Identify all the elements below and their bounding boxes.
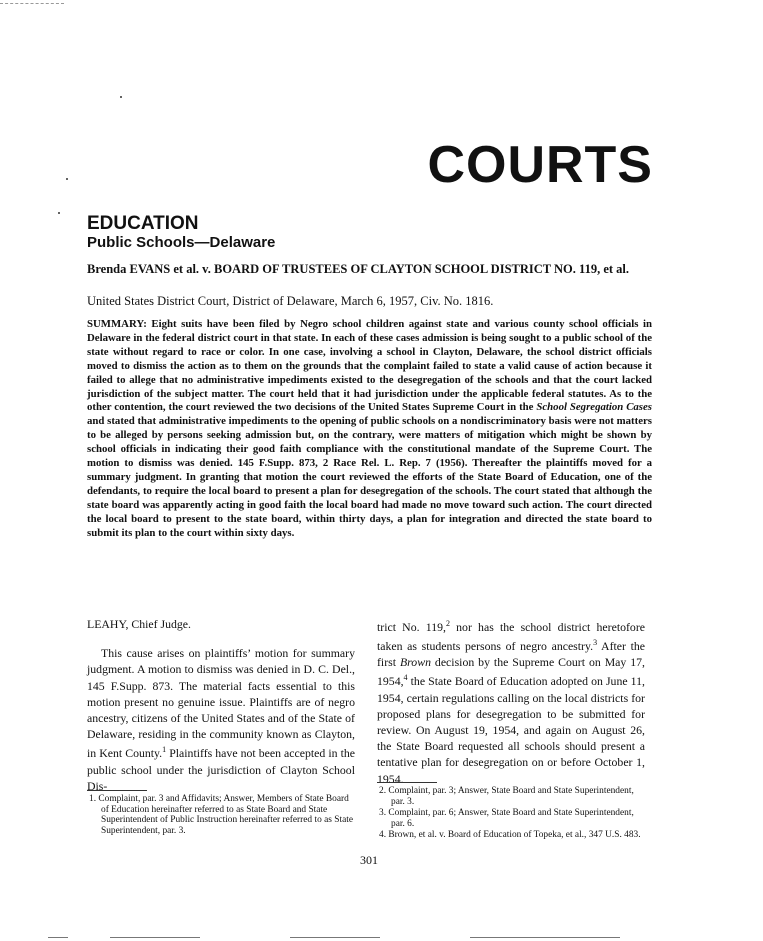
- footnotes-right: [377, 782, 645, 842]
- footnote-1: 1. Complaint, par. 3 and Affidavits; Answer, Members of State Board of Education hereinafter referred to as State Board and State Superintendent of Public Instruction hereinafter referred to as State Superintendent, par. 3.: [89, 794, 353, 836]
- body-column-right: [377, 616, 645, 787]
- bottom-edge-line: [48, 937, 68, 938]
- footnote-rule: [87, 790, 147, 791]
- bottom-edge-line: [470, 937, 620, 938]
- opinion-text: the State Board of Education adopted on June 11, 1954, certain regulations calling on the local districts for proposed plans for desegregation to be submitted for review. On August 19, 1954, and again on August 26, the State Board requested all schools should present a tentative plan for desegregation on or before October 1, 1954.: [377, 674, 645, 786]
- footnote-ref-3: 3: [593, 638, 598, 648]
- opinion-text: trict No. 119,: [377, 619, 446, 634]
- footnotes-left: [87, 790, 355, 837]
- opinion-paragraph: [87, 645, 355, 794]
- body-column-left: [87, 616, 355, 794]
- opinion-continued: [377, 620, 645, 786]
- footnote-ref-4: 4: [403, 673, 408, 683]
- judge-name: LEAHY, Chief Judge.: [87, 617, 191, 631]
- top-edge-dashes: [0, 3, 64, 4]
- case-title: Brenda EVANS et al. v. BOARD OF TRUSTEES OF CLAYTON SCHOOL DISTRICT NO. 119, et al.: [87, 262, 630, 276]
- summary-text-continued: and stated that administrative impediments to the opening of public schools on a nondiscriminatory basis were not matters to be alleged by persons seeking admission but, on the contrary, were matters of mitigation which might be shown by school officials in indicating their good faith compliance with the constitutional mandate of the Supreme Court. The motion to dismiss was denied. 145 F.Supp. 873, 2 Race Rel. L. Rep. 7 (1956). Thereafter the plaintiffs moved for a summary judgment. In granting that motion the court reviewed the efforts of the State Board of Education, one of the defendants, to require the local board to present a plan for desegregation of the schools. The court stated that although the state board was apparently acting in good faith the local board had made no move toward such action. The court directed the local board to present to the state board, within thirty days, a plan for integration and directed the state board to submit its plan to the court within sixty days.: [87, 415, 652, 539]
- footnote-rule: [377, 782, 437, 783]
- bottom-edge-line: [290, 937, 380, 938]
- page-heading: COURTS: [427, 136, 653, 194]
- case-summary: [87, 318, 652, 541]
- scan-speck: [58, 212, 60, 214]
- summary-text: Eight suits have been filed by Negro school children against state and various county school officials in Delaware in the federal district court in that state. In each of these cases admission is being sought to a public school of the state without regard to race or color. In one case, involving a school in Clayton, Delaware, the school district officials moved to dismiss the action as to them on the grounds that the complaint failed to state a valid cause of action because it failed to allege that no administrative impediments existed to the desegregation of the schools and that the court lacked jurisdiction of the subject matter. The court held that it had jurisdiction under the applicable federal statutes. As to the other contention, the court reviewed the two decisions of the United States Supreme Court in the: [87, 318, 652, 414]
- page-number: 301: [360, 853, 378, 867]
- opinion-text: decision by the Supreme Court on May 17, 1954,: [377, 655, 646, 689]
- section-title: EDUCATION: [87, 213, 199, 234]
- opinion-text: This cause arises on plaintiffs’ motion for summary judgment. A motion to dismiss was denied in D. C. Del., 145 F.Supp. 873. The material facts essential to this motion present no genuine issue. Plaintiffs are of negro ancestry, citizens of the United States and of the State of Delaware, residing in the community known as Clayton, in Kent County.: [87, 646, 355, 761]
- opinion-text: After the first: [377, 639, 645, 670]
- scan-speck: [120, 96, 122, 98]
- case-name-brown: Brown: [399, 655, 431, 670]
- footnote-4: 4. Brown, et al. v. Board of Education of Topeka, et al., 347 U.S. 483.: [379, 830, 641, 841]
- footnote-2: 2. Complaint, par. 3; Answer, State Board and State Superintendent, par. 3.: [379, 786, 634, 807]
- footnote-ref-1: 1: [162, 745, 167, 755]
- footnote-ref-2: 2: [445, 619, 450, 628]
- bottom-edge-line: [110, 937, 200, 938]
- summary-label: SUMMARY:: [87, 318, 147, 330]
- court-citation: United States District Court, District of Delaware, March 6, 1957, Civ. No. 1816.: [87, 294, 494, 308]
- summary-case-name: School Segregation Cases: [536, 401, 652, 414]
- opinion-text-tail: Plaintiffs have not been accepted in the public school under the jurisdiction of Clayton School Dis-: [87, 746, 355, 793]
- opinion-text: nor has the school district heretofore taken as students persons of negro ancestry.: [377, 619, 645, 654]
- footnote-3: 3. Complaint, par. 6; Answer, State Board and State Superintendent, par. 6.: [379, 808, 634, 829]
- subsection-title: Public Schools—Delaware: [87, 234, 276, 251]
- scan-speck: [66, 178, 68, 180]
